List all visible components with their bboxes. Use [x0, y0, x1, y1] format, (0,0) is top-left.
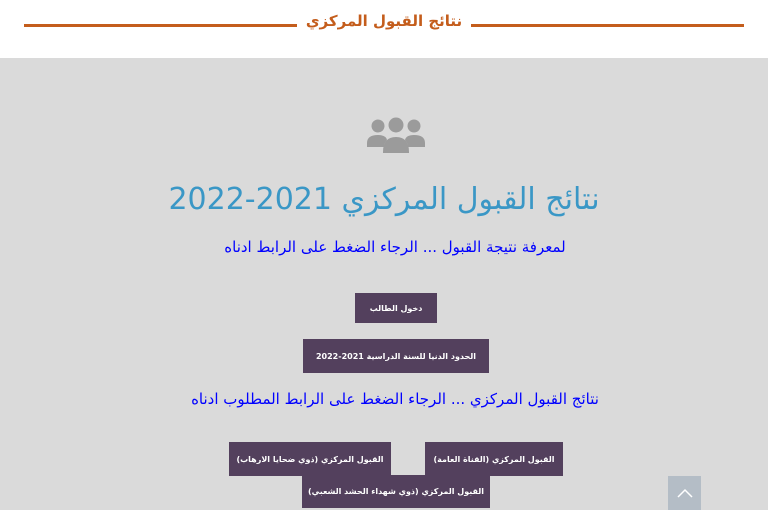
- terror-victims-button[interactable]: القبول المركزي (ذوي ضحايا الارهاب): [229, 442, 391, 476]
- header-title: نتائج القبول المركزي: [305, 12, 463, 30]
- chevron-up-icon: [676, 484, 694, 503]
- scroll-top-button[interactable]: [668, 476, 701, 510]
- page-header: [0, 0, 768, 58]
- student-login-button[interactable]: دخول الطالب: [355, 293, 437, 323]
- results-instruction: لمعرفة نتيجة القبول ... الرجاء الضغط على الرابط ادناه: [224, 238, 566, 256]
- main-section: [0, 58, 768, 510]
- hashd-martyrs-button[interactable]: القبول المركزي (ذوي شهداء الحشد الشعبي): [302, 475, 490, 508]
- results-title: نتائج القبول المركزي 2021-2022: [168, 182, 600, 217]
- minimum-limits-button[interactable]: الحدود الدنيا للسنة الدراسية 2021-2022: [303, 339, 489, 373]
- results-links-instruction: نتائج القبول المركزي ... الرجاء الضغط على الرابط المطلوب ادناه: [191, 390, 599, 408]
- general-channel-button[interactable]: القبول المركزي (القناة العامة): [425, 442, 563, 476]
- users-icon: [364, 116, 428, 160]
